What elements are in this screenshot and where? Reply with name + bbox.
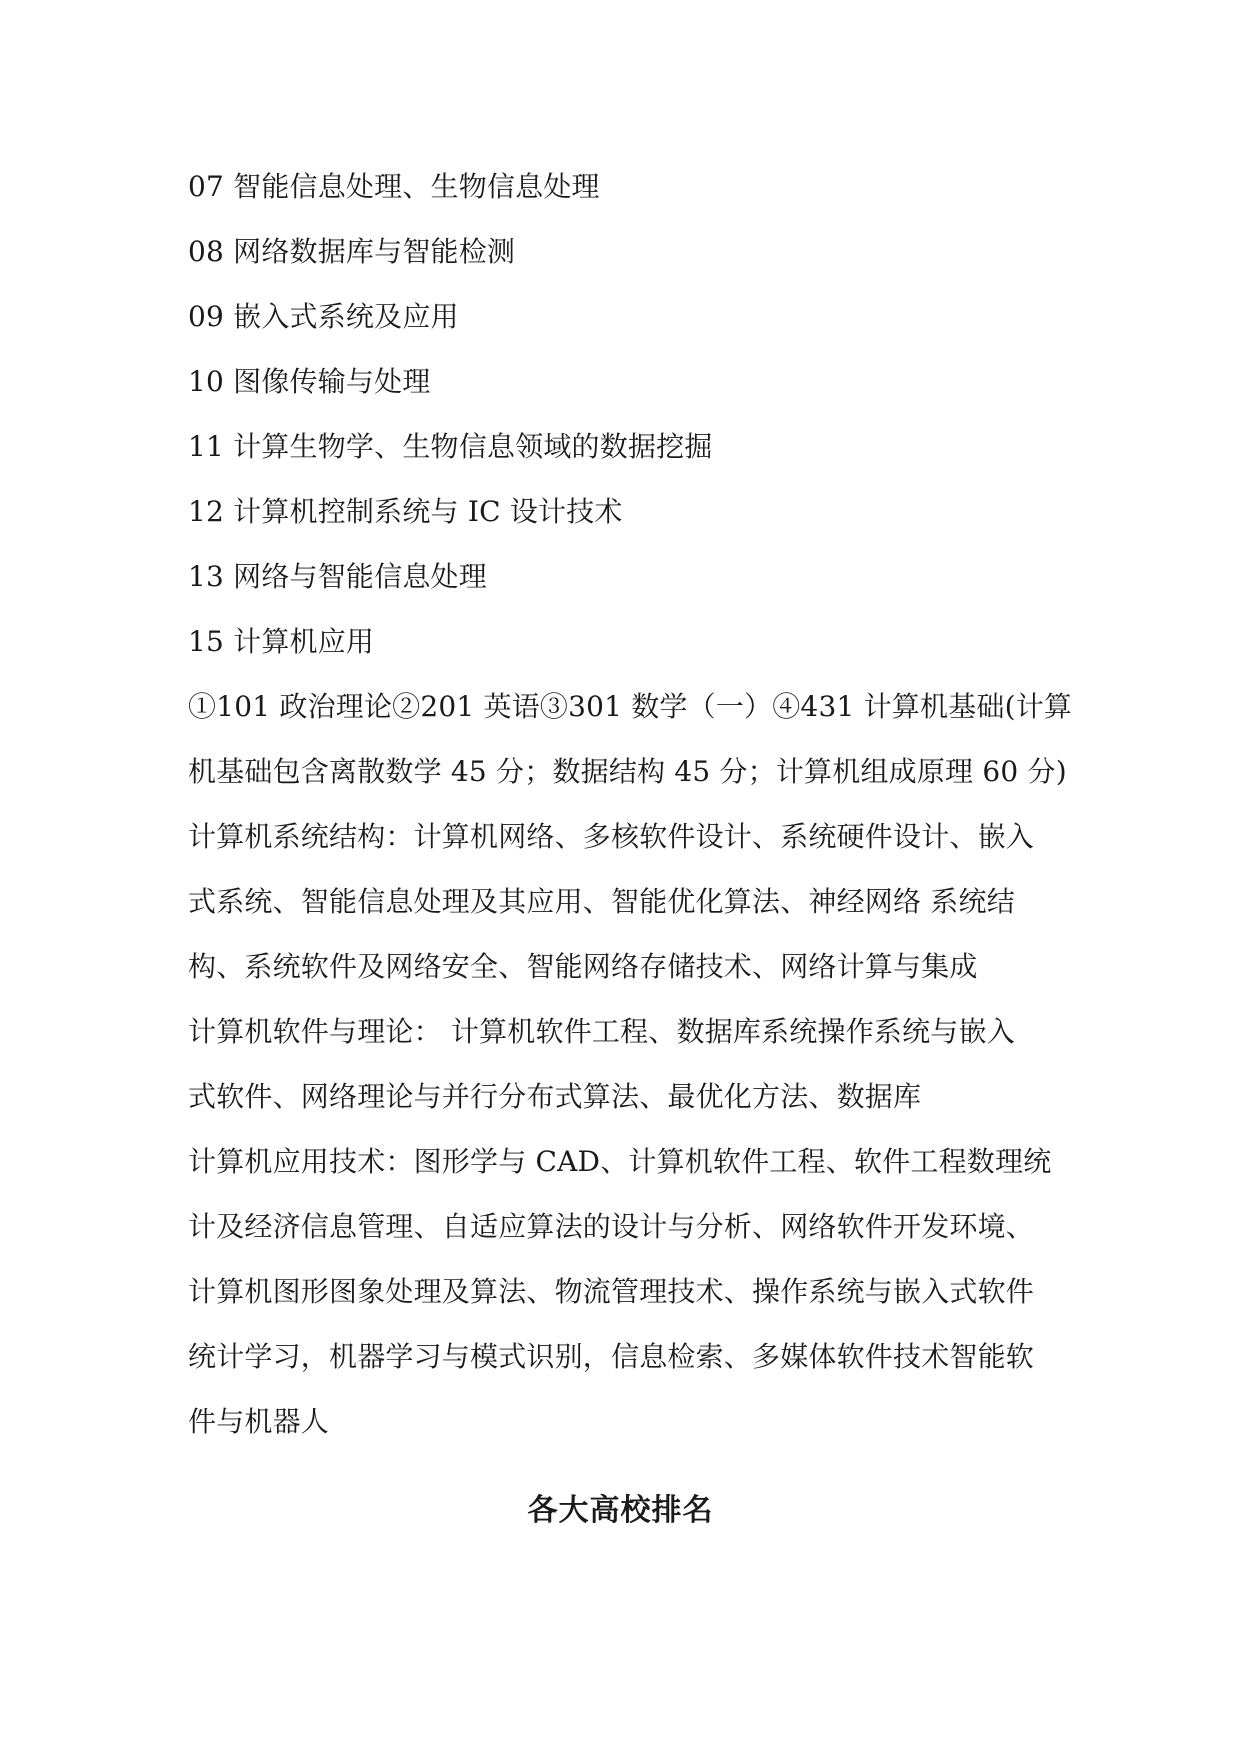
research-direction-10: 10 图像传输与处理 xyxy=(188,365,431,398)
computer-architecture-line-1: 计算机系统结构：计算机网络、多核软件设计、系统硬件设计、嵌入 xyxy=(188,820,1035,853)
application-technology-line-5: 件与机器人 xyxy=(188,1405,330,1438)
software-theory-line-2: 式软件、网络理论与并行分布式算法、最优化方法、数据库 xyxy=(188,1080,922,1113)
section-heading: 各大高校排名 xyxy=(527,1493,714,1528)
application-technology-line-4: 统计学习，机器学习与模式识别，信息检索、多媒体软件技术智能软 xyxy=(188,1340,1035,1373)
document-body xyxy=(188,154,1073,1454)
research-direction-12: 12 计算机控制系统与 IC 设计技术 xyxy=(188,495,623,528)
research-direction-08: 08 网络数据库与智能检测 xyxy=(188,235,516,268)
research-direction-07: 07 智能信息处理、生物信息处理 xyxy=(188,170,600,203)
software-theory-line-1: 计算机软件与理论： 计算机软件工程、数据库系统操作系统与嵌入 xyxy=(188,1015,1015,1048)
research-direction-11: 11 计算生物学、生物信息领域的数据挖掘 xyxy=(188,430,713,463)
exam-subjects-line-2: 机基础包含离散数学 45 分；数据结构 45 分；计算机组成原理 60 分) xyxy=(188,755,1067,788)
research-direction-15: 15 计算机应用 xyxy=(188,625,375,658)
research-direction-13: 13 网络与智能信息处理 xyxy=(188,560,487,593)
application-technology-line-2: 计及经济信息管理、自适应算法的设计与分析、网络软件开发环境、 xyxy=(188,1210,1035,1243)
research-direction-09: 09 嵌入式系统及应用 xyxy=(188,300,459,333)
computer-architecture-line-3: 构、系统软件及网络安全、智能网络存储技术、网络计算与集成 xyxy=(188,950,978,983)
application-technology-line-1: 计算机应用技术：图形学与 CAD、计算机软件工程、软件工程数理统 xyxy=(188,1145,1052,1178)
exam-subjects-line-1: ①101 政治理论②201 英语③301 数学（一）④431 计算机基础(计算 xyxy=(188,690,1073,723)
application-technology-line-3: 计算机图形图象处理及算法、物流管理技术、操作系统与嵌入式软件 xyxy=(188,1275,1035,1308)
computer-architecture-line-2: 式系统、智能信息处理及其应用、智能优化算法、神经网络 系统结 xyxy=(188,885,1015,918)
